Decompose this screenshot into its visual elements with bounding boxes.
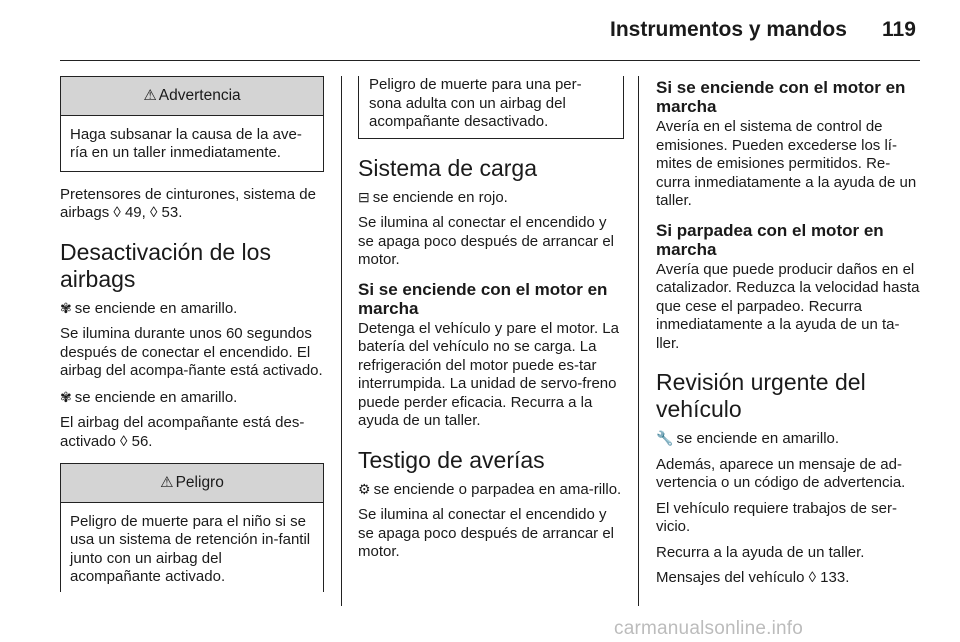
warning-box-title: Advertencia bbox=[158, 87, 241, 104]
fault-running-text: Avería en el sistema de control de emisiones. Pueden excederse los lí-mites de emisiones permitidos. Re-curra inmediatamente a la ayuda de un taller. bbox=[656, 118, 917, 209]
subheading-flashing: Si parpadea con el motor en marcha bbox=[656, 220, 884, 259]
column-divider-2 bbox=[638, 76, 639, 606]
header-rule bbox=[60, 60, 920, 61]
danger-box bbox=[60, 463, 324, 592]
warning-box-header bbox=[61, 77, 323, 116]
section-title-fault-indicator: Testigo de averías bbox=[358, 446, 545, 473]
airbag-off-icon: ✾ bbox=[60, 388, 72, 405]
column-divider-1 bbox=[341, 76, 342, 606]
section-title-airbag-deactivation: Desactivación de los airbags bbox=[60, 238, 271, 292]
danger-box-continuation: Peligro de muerte para una per-sona adulta con un airbag del acompañante desactivado. bbox=[358, 76, 624, 139]
page-number: 119 bbox=[882, 18, 916, 41]
flashing-text: Avería que puede producir daños en el catalizador. Reduzca la velocidad hasta que cese el parpadeo. Recurra inmediatamente a la ayuda de un ta-ller. bbox=[656, 260, 920, 352]
column-2 bbox=[358, 76, 624, 569]
airbag-off-text: ✾ se enciende en amarillo. bbox=[60, 388, 238, 406]
airbag-on-detail: Se ilumina durante unos 60 segundos después de conectar el encendido. El airbag del acompa-ñante está activado. bbox=[60, 325, 323, 379]
service-on-text: 🔧 se enciende en amarillo. bbox=[656, 430, 840, 447]
subheading-engine-running: Si se enciende con el motor en marcha bbox=[358, 279, 608, 318]
section-title-urgent-service: Revisión urgente del vehículo bbox=[656, 369, 866, 422]
warning-triangle-icon: ⚠ bbox=[143, 87, 157, 104]
fault-on-text: ⚙ se enciende o parpadea en ama-rillo. bbox=[358, 480, 622, 498]
airbag-deactivated-text: El airbag del acompañante está des-activado ◊ 56. bbox=[60, 414, 305, 450]
engine-check-icon: ⚙ bbox=[358, 480, 371, 497]
service-text-2: El vehículo requiere trabajos de ser-vicio. bbox=[656, 499, 897, 535]
danger-box-title: Peligro bbox=[175, 474, 224, 491]
warning-triangle-icon: ⚠ bbox=[160, 474, 174, 491]
service-text-3: Recurra a la ayuda de un taller. bbox=[656, 543, 865, 561]
fault-lights-text: Se ilumina al conectar el encendido y se apaga poco después de arrancar el motor. bbox=[358, 506, 615, 560]
subheading-engine-running-fault: Si se enciende con el motor en marcha bbox=[656, 78, 906, 116]
column-1 bbox=[60, 76, 324, 592]
service-text-1: Además, aparece un mensaje de ad-vertencia o un código de advertencia. bbox=[656, 455, 906, 491]
pretensioners-text: Pretensores de cinturones, sistema de airbags ◊ 49, ◊ 53. bbox=[60, 185, 316, 221]
charge-lights-text: Se ilumina al conectar el encendido y se apaga poco después de arrancar el motor. bbox=[358, 214, 615, 268]
charge-running-text: Detenga el vehículo y pare el motor. La batería del vehículo no se carga. La refrigeración del motor puede es-tar interrumpida. La unidad de servo-freno puede perder eficacia. Recurra a la ayuda de un taller. bbox=[358, 319, 619, 429]
airbag-on-text: ✾ se enciende en amarillo. bbox=[60, 299, 238, 317]
danger-box-header bbox=[61, 464, 323, 503]
watermark: carmanualsonline.info bbox=[614, 618, 804, 639]
charge-on-text: ⊟ se enciende en rojo. bbox=[358, 188, 508, 206]
wrench-car-icon: 🔧 bbox=[656, 430, 674, 446]
section-title-charging-system: Sistema de carga bbox=[358, 154, 537, 181]
warning-box bbox=[60, 76, 324, 172]
column-3 bbox=[656, 76, 920, 595]
page-header-title: Instrumentos y mandos bbox=[610, 18, 847, 41]
warning-box-body: Haga subsanar la causa de la ave-ría en un taller inmediatamente. bbox=[70, 125, 302, 161]
battery-icon: ⊟ bbox=[358, 188, 370, 205]
airbag-on-icon: ✾ bbox=[60, 299, 72, 316]
danger-box-body: Peligro de muerte para el niño si se usa un sistema de retención in-fantil junto con un airbag del acompañante activado. bbox=[70, 512, 311, 585]
service-text-4: Mensajes del vehículo ◊ 133. bbox=[656, 569, 850, 586]
